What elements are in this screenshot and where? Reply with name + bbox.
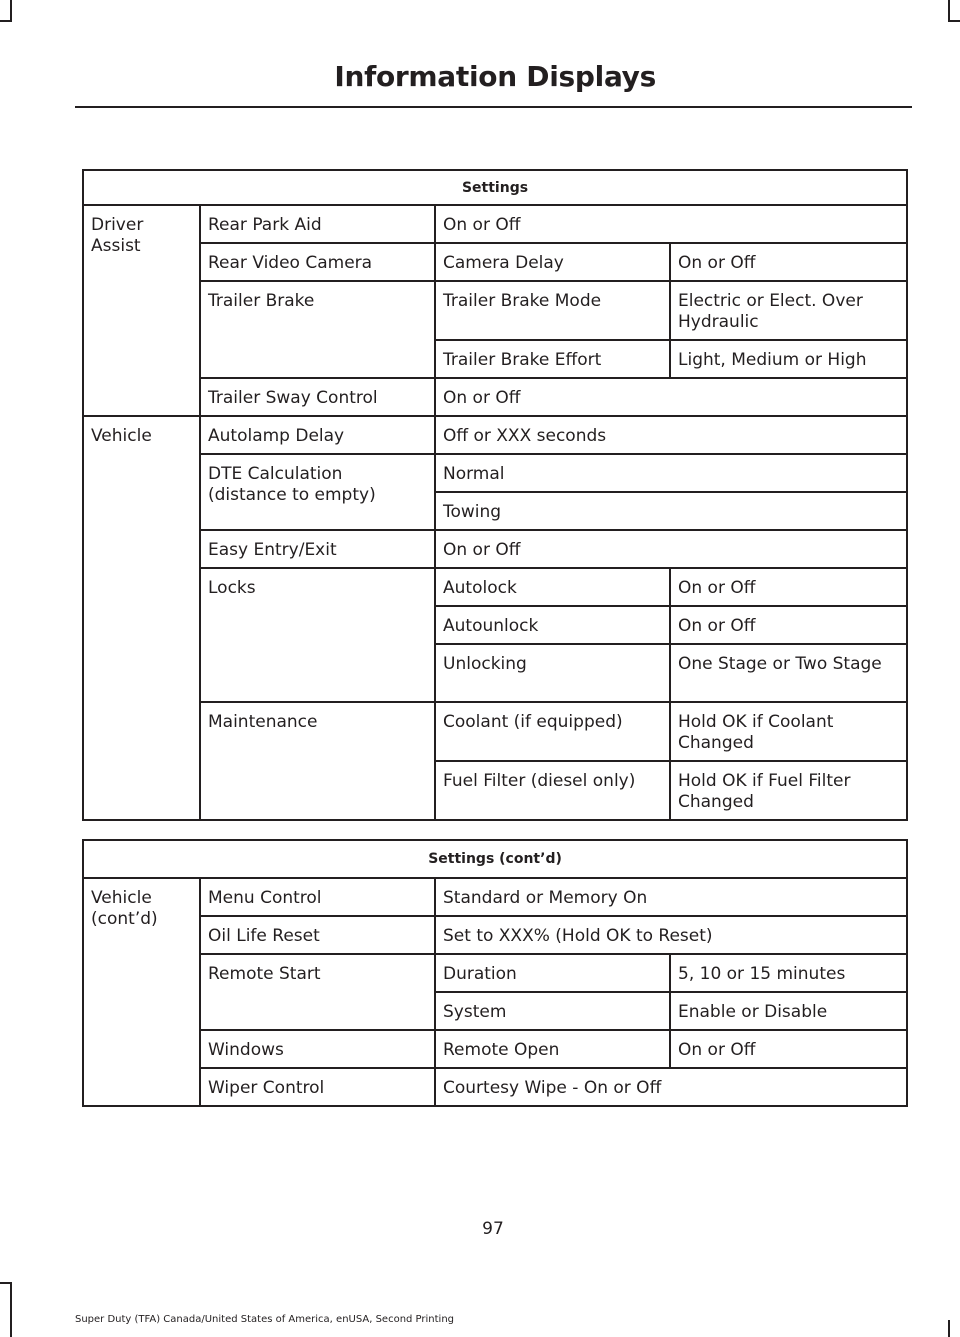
printing-info: Super Duty (TFA) Canada/United States of America, enUSA, Second Printing xyxy=(75,1314,455,1325)
value-dte-normal: Normal xyxy=(435,454,907,492)
setting-easy-entry-exit: Easy Entry/Exit xyxy=(200,530,435,568)
crop-mark xyxy=(0,1282,12,1284)
value-camera-delay: On or Off xyxy=(670,243,907,281)
value-trailer-brake-mode: Electric or Elect. Over Hydraulic xyxy=(670,281,907,340)
settings-contd-table xyxy=(82,839,908,1107)
value-wiper-control: Courtesy Wipe - On or Off xyxy=(435,1068,907,1106)
settings-table xyxy=(82,169,908,821)
option-trailer-brake-mode: Trailer Brake Mode xyxy=(435,281,670,340)
value-unlocking: One Stage or Two Stage xyxy=(670,644,907,702)
crop-mark xyxy=(0,20,12,22)
option-fuel-filter: Fuel Filter (diesel only) xyxy=(435,761,670,820)
header-divider xyxy=(75,106,912,108)
setting-rear-video-camera: Rear Video Camera xyxy=(200,243,435,281)
option-camera-delay: Camera Delay xyxy=(435,243,670,281)
setting-autolamp-delay: Autolamp Delay xyxy=(200,416,435,454)
option-trailer-brake-effort: Trailer Brake Effort xyxy=(435,340,670,378)
value-menu-control: Standard or Memory On xyxy=(435,878,907,916)
value-autolamp-delay: Off or XXX seconds xyxy=(435,416,907,454)
value-easy-entry-exit: On or Off xyxy=(435,530,907,568)
crop-mark xyxy=(10,0,12,20)
setting-trailer-brake: Trailer Brake xyxy=(200,281,435,378)
page-number: 97 xyxy=(482,1219,504,1239)
setting-maintenance: Maintenance xyxy=(200,702,435,820)
setting-oil-life-reset: Oil Life Reset xyxy=(200,916,435,954)
value-autolock: On or Off xyxy=(670,568,907,606)
option-coolant: Coolant (if equipped) xyxy=(435,702,670,761)
crop-mark xyxy=(948,1320,950,1337)
value-remote-open: On or Off xyxy=(670,1030,907,1068)
option-duration: Duration xyxy=(435,954,670,992)
value-rear-park-aid: On or Off xyxy=(435,205,907,243)
option-system: System xyxy=(435,992,670,1030)
setting-locks: Locks xyxy=(200,568,435,702)
option-remote-open: Remote Open xyxy=(435,1030,670,1068)
setting-rear-park-aid: Rear Park Aid xyxy=(200,205,435,243)
value-oil-life-reset: Set to XXX% (Hold OK to Reset) xyxy=(435,916,907,954)
category-vehicle: Vehicle xyxy=(83,416,200,820)
value-system: Enable or Disable xyxy=(670,992,907,1030)
option-autolock: Autolock xyxy=(435,568,670,606)
setting-windows: Windows xyxy=(200,1030,435,1068)
value-dte-towing: Towing xyxy=(435,492,907,530)
option-autounlock: Autounlock xyxy=(435,606,670,644)
crop-mark xyxy=(948,20,960,22)
value-trailer-sway-control: On or Off xyxy=(435,378,907,416)
table-title: Settings (cont’d) xyxy=(83,840,907,878)
table-title: Settings xyxy=(83,170,907,205)
value-coolant: Hold OK if Coolant Changed xyxy=(670,702,907,761)
value-fuel-filter: Hold OK if Fuel Filter Changed xyxy=(670,761,907,820)
setting-menu-control: Menu Control xyxy=(200,878,435,916)
crop-mark xyxy=(948,0,950,20)
setting-wiper-control: Wiper Control xyxy=(200,1068,435,1106)
setting-trailer-sway-control: Trailer Sway Control xyxy=(200,378,435,416)
category-vehicle-contd: Vehicle (cont’d) xyxy=(83,878,200,1106)
value-duration: 5, 10 or 15 minutes xyxy=(670,954,907,992)
value-autounlock: On or Off xyxy=(670,606,907,644)
option-unlocking: Unlocking xyxy=(435,644,670,702)
setting-dte-calculation: DTE Calculation (distance to empty) xyxy=(200,454,435,530)
setting-remote-start: Remote Start xyxy=(200,954,435,1030)
category-driver-assist: Driver Assist xyxy=(83,205,200,416)
value-trailer-brake-effort: Light, Medium or High xyxy=(670,340,907,378)
page-title: Information Displays xyxy=(334,60,656,93)
crop-mark xyxy=(10,1282,12,1337)
